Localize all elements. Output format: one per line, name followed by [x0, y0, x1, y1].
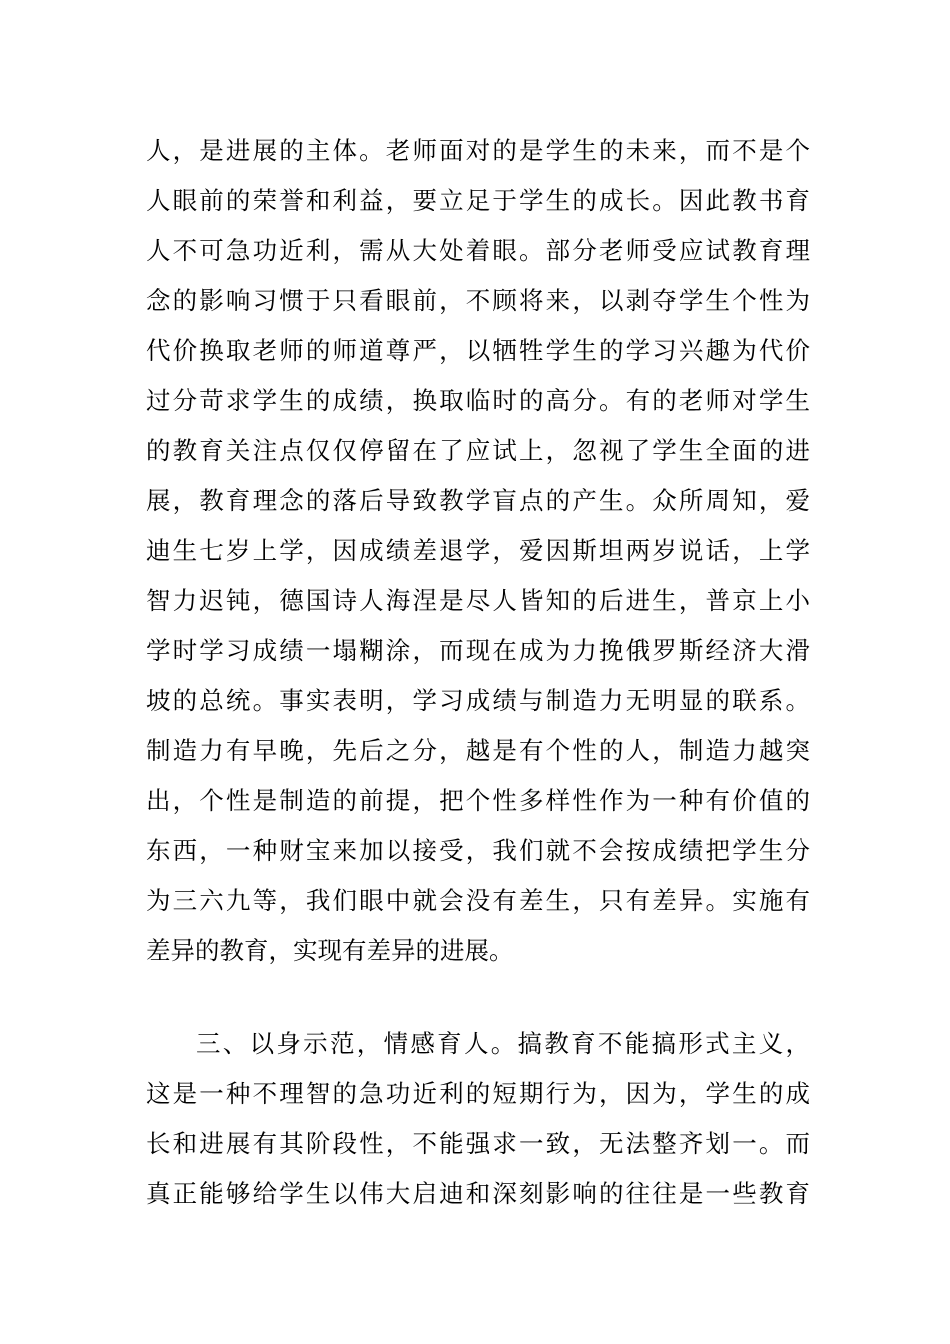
- text-line: 展，教育理念的落后导致教学盲点的产生。众所周知，爱: [146, 486, 810, 515]
- text-line: 的教育关注点仅仅停留在了应试上，忽视了学生全面的进: [146, 436, 810, 465]
- text-line: 过分苛求学生的成绩，换取临时的高分。有的老师对学生: [146, 386, 810, 415]
- text-line: 这是一种不理智的急功近利的短期行为，因为，学生的成: [146, 1079, 810, 1108]
- paragraph-1: [146, 126, 810, 976]
- text-line: 人不可急功近利，需从大处着眼。部分老师受应试教育理: [146, 236, 810, 265]
- text-line: 出，个性是制造的前提，把个性多样性作为一种有价值的: [146, 786, 810, 815]
- text-line: 智力迟钝，德国诗人海涅是尽人皆知的后进生，普京上小: [146, 586, 810, 615]
- text-line: 为三六九等，我们眼中就会没有差生，只有差异。实施有: [146, 886, 810, 915]
- text-line: 代价换取老师的师道尊严，以牺牲学生的学习兴趣为代价: [146, 336, 810, 365]
- text-line: 迪生七岁上学，因成绩差退学，爱因斯坦两岁说话，上学: [146, 536, 810, 565]
- text-line: 真正能够给学生以伟大启迪和深刻影响的往往是一些教育: [146, 1179, 810, 1208]
- text-line: 制造力有早晚，先后之分，越是有个性的人，制造力越突: [146, 736, 810, 765]
- text-line-last: 差异的教育，实现有差异的进展。: [146, 936, 514, 965]
- text-line-first: 三、以身示范，情感育人。搞教育不能搞形式主义，: [196, 1029, 810, 1058]
- text-line: 念的影响习惯于只看眼前，不顾将来，以剥夺学生个性为: [146, 286, 810, 315]
- paragraph-2: [146, 1019, 810, 1219]
- text-line: 学时学习成绩一塌糊涂，而现在成为力挽俄罗斯经济大滑: [146, 636, 810, 665]
- text-line: 长和进展有其阶段性，不能强求一致，无法整齐划一。而: [146, 1129, 810, 1158]
- text-line: 东西，一种财宝来加以接受，我们就不会按成绩把学生分: [146, 836, 810, 865]
- text-line: 人，是进展的主体。老师面对的是学生的未来，而不是个: [146, 136, 810, 165]
- text-line: 人眼前的荣誉和利益，要立足于学生的成长。因此教书育: [146, 186, 810, 215]
- text-line: 坡的总统。事实表明，学习成绩与制造力无明显的联系。: [146, 686, 810, 715]
